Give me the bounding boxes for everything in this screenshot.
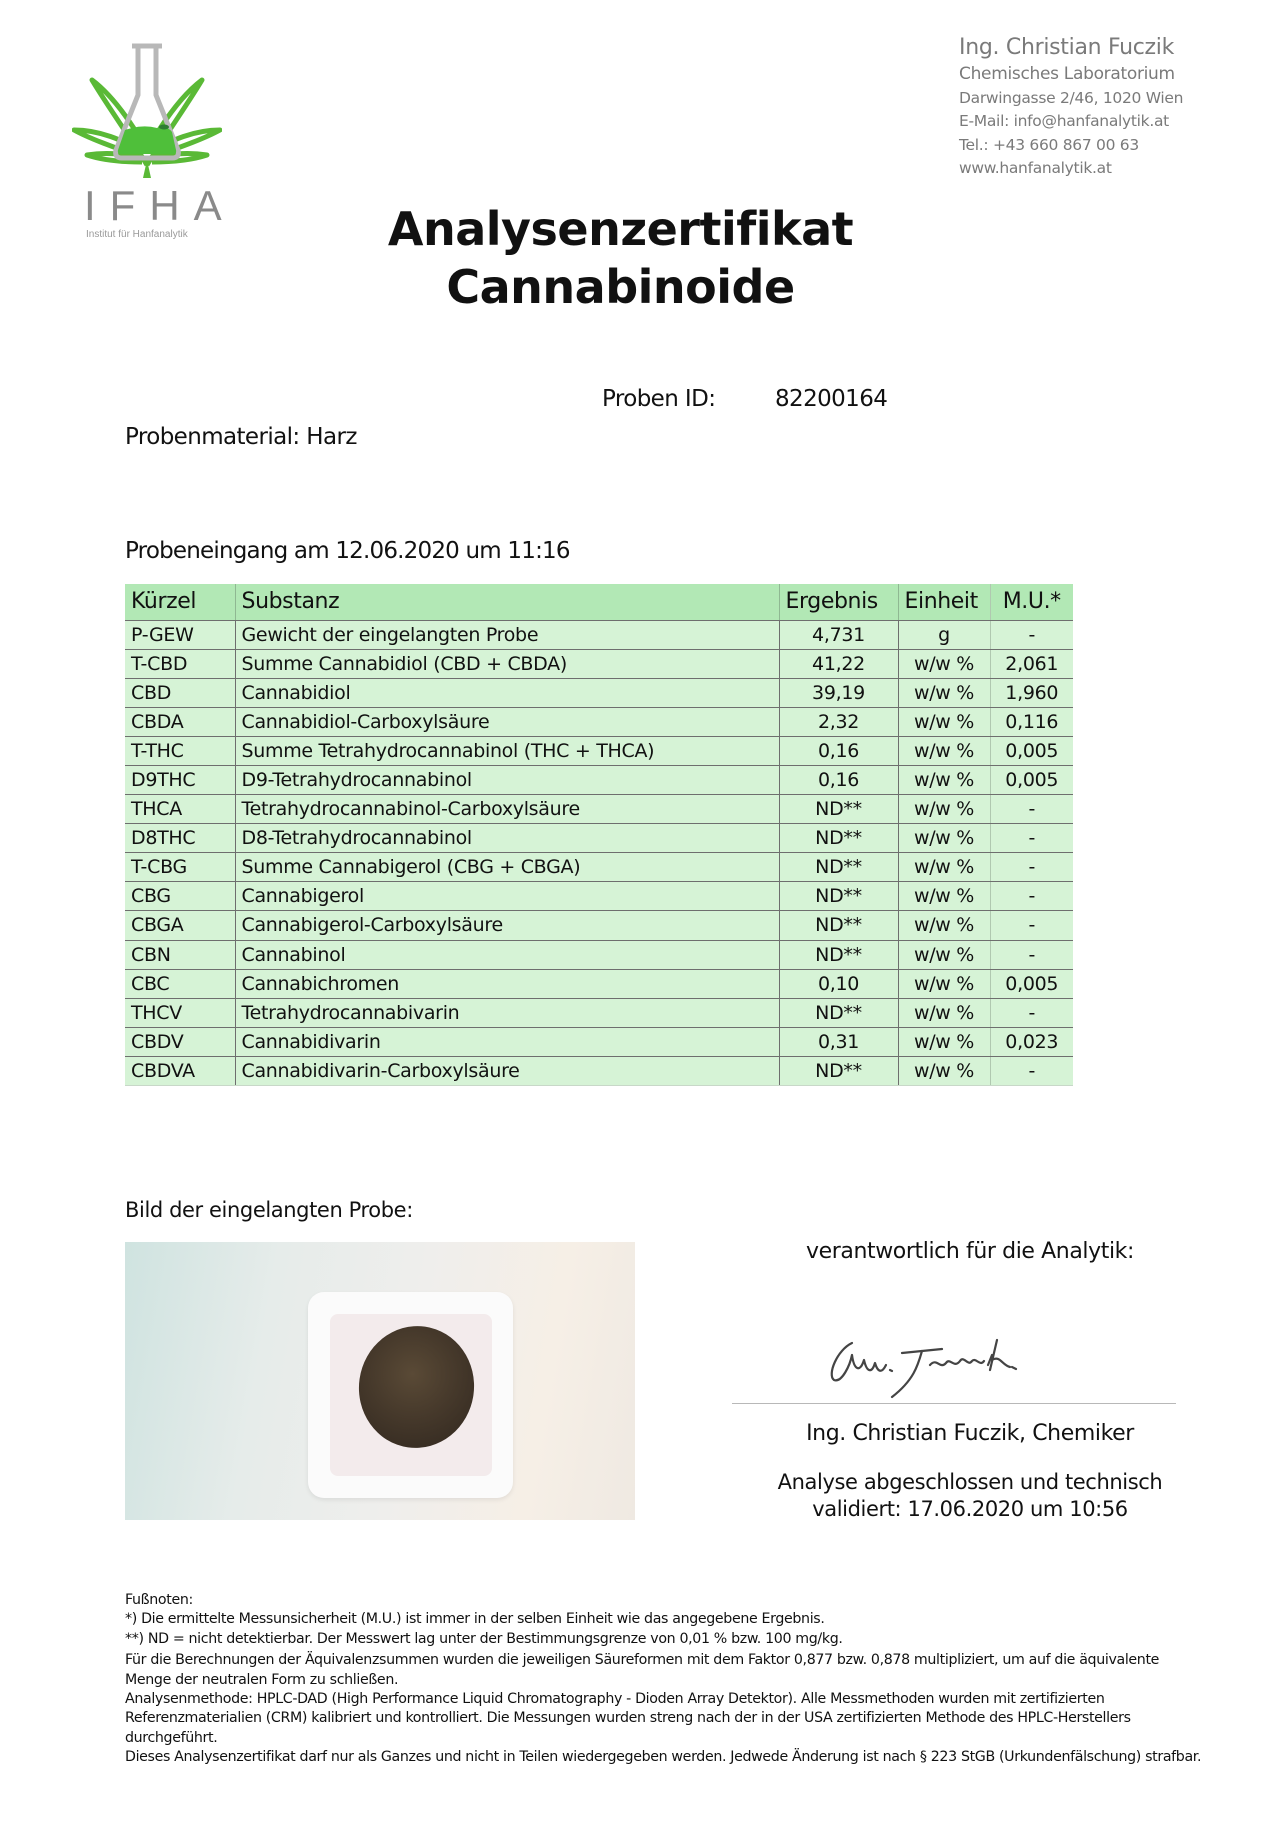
cell-kuerzel: CBN <box>125 940 235 969</box>
cell-substanz: Summe Tetrahydrocannabinol (THC + THCA) <box>235 736 779 765</box>
cell-substanz: Cannabidiol-Carboxylsäure <box>235 707 779 736</box>
cell-substanz: Cannabidivarin-Carboxylsäure <box>235 1056 779 1085</box>
cannabis-flask-icon <box>72 40 222 180</box>
responsible-label: verantwortlich für die Analytik: <box>805 1239 1135 1264</box>
cell-ergebnis: 0,16 <box>779 736 898 765</box>
lab-type: Chemisches Laboratorium <box>959 64 1175 84</box>
logo-subtitle: Institut für Hanfanalytik <box>86 229 188 240</box>
cell-einheit: w/w % <box>898 765 990 794</box>
cell-substanz: Cannabigerol-Carboxylsäure <box>235 911 779 940</box>
cell-kuerzel: THCA <box>125 795 235 824</box>
cell-mu: - <box>990 911 1073 940</box>
cell-ergebnis: ND** <box>779 940 898 969</box>
cell-ergebnis: 4,731 <box>779 620 898 649</box>
results-table <box>125 584 1073 1086</box>
cell-einheit: w/w % <box>898 882 990 911</box>
cell-substanz: Summe Cannabigerol (CBG + CBGA) <box>235 853 779 882</box>
table-row <box>125 940 1073 969</box>
cell-einheit: w/w % <box>898 824 990 853</box>
cell-ergebnis: ND** <box>779 911 898 940</box>
footnote-method: Analysenmethode: HPLC-DAD (High Performance Liquid Chromatography - Dioden Array Detektor). Alle Messmethoden wurden mit zertifizierten Referenzmaterialien (CRM) kalibriert und kontrolliert. Die Messungen wurden streng nach der in der USA zertifizierten Methode des HPLC-Herstellers durchgeführt. <box>125 1691 1131 1746</box>
cell-mu: 0,116 <box>990 707 1073 736</box>
cell-mu: - <box>990 1056 1073 1085</box>
cell-substanz: Cannabidivarin <box>235 1027 779 1056</box>
cell-einheit: w/w % <box>898 1027 990 1056</box>
sample-receipt: Probeneingang am 12.06.2020 um 11:16 <box>125 538 570 564</box>
title-line-2: Cannabinoide <box>446 260 795 314</box>
table-row <box>125 707 1073 736</box>
cell-einheit: w/w % <box>898 940 990 969</box>
cell-ergebnis: ND** <box>779 882 898 911</box>
cell-ergebnis: 39,19 <box>779 678 898 707</box>
logo-wordmark: IFHA <box>84 182 236 229</box>
lab-website[interactable]: www.hanfanalytik.at <box>959 159 1112 177</box>
cell-einheit: g <box>898 620 990 649</box>
cell-kuerzel: CBD <box>125 678 235 707</box>
cell-ergebnis: ND** <box>779 795 898 824</box>
cell-kuerzel: T-CBD <box>125 649 235 678</box>
table-row <box>125 882 1073 911</box>
cell-kuerzel: CBDV <box>125 1027 235 1056</box>
col-header-ergebnis: Ergebnis <box>779 584 898 620</box>
cell-ergebnis: 0,10 <box>779 969 898 998</box>
table-row <box>125 998 1073 1027</box>
cell-kuerzel: P-GEW <box>125 620 235 649</box>
cell-einheit: w/w % <box>898 649 990 678</box>
cell-ergebnis: ND** <box>779 853 898 882</box>
cell-substanz: Cannabigerol <box>235 882 779 911</box>
resin-sample <box>351 1319 482 1456</box>
cell-einheit: w/w % <box>898 969 990 998</box>
cell-mu: - <box>990 620 1073 649</box>
cell-einheit: w/w % <box>898 911 990 940</box>
footnote-nd: **) ND = nicht detektierbar. Der Messwert lag unter der Bestimmungsgrenze von 0,01 % bzw. 100 mg/kg. <box>125 1630 843 1647</box>
col-header-mu: M.U.* <box>990 584 1073 620</box>
cell-mu: 0,005 <box>990 765 1073 794</box>
lab-contact-block <box>959 33 1183 181</box>
cell-kuerzel: T-THC <box>125 736 235 765</box>
cell-ergebnis: 0,16 <box>779 765 898 794</box>
cell-kuerzel: D9THC <box>125 765 235 794</box>
validation-line-1: Analyse abgeschlossen und technisch <box>777 1470 1163 1494</box>
cell-mu: - <box>990 824 1073 853</box>
cell-mu: 0,005 <box>990 736 1073 765</box>
cell-ergebnis: ND** <box>779 824 898 853</box>
cell-substanz: Summe Cannabidiol (CBD + CBDA) <box>235 649 779 678</box>
cell-einheit: w/w % <box>898 795 990 824</box>
cell-mu: 0,005 <box>990 969 1073 998</box>
table-row <box>125 911 1073 940</box>
cell-kuerzel: D8THC <box>125 824 235 853</box>
cell-kuerzel: CBG <box>125 882 235 911</box>
cell-ergebnis: ND** <box>779 998 898 1027</box>
chemist-name: Ing. Christian Fuczik, Chemiker <box>806 1421 1134 1446</box>
cell-einheit: w/w % <box>898 707 990 736</box>
cell-ergebnis: ND** <box>779 1056 898 1085</box>
sample-tray <box>308 1292 513 1498</box>
cell-mu: 2,061 <box>990 649 1073 678</box>
table-row <box>125 678 1073 707</box>
cell-einheit: w/w % <box>898 853 990 882</box>
lab-phone: Tel.: +43 660 867 00 63 <box>959 135 1139 154</box>
cell-mu: - <box>990 882 1073 911</box>
table-row <box>125 969 1073 998</box>
cell-ergebnis: 41,22 <box>779 649 898 678</box>
lab-email[interactable]: E-Mail: info@hanfanalytik.at <box>959 112 1169 130</box>
footnotes <box>125 1591 1205 1768</box>
sample-id-label: Proben ID: <box>602 386 716 412</box>
photo-label: Bild der eingelangten Probe: <box>125 1198 413 1222</box>
cell-kuerzel: THCV <box>125 998 235 1027</box>
cell-substanz: Cannabidiol <box>235 678 779 707</box>
cell-substanz: Tetrahydrocannabinol-Carboxylsäure <box>235 795 779 824</box>
lab-address: Darwingasse 2/46, 1020 Wien <box>959 88 1184 107</box>
cell-kuerzel: T-CBG <box>125 853 235 882</box>
cell-mu: - <box>990 853 1073 882</box>
table-row <box>125 853 1073 882</box>
cell-substanz: Cannabichromen <box>235 969 779 998</box>
cell-substanz: Tetrahydrocannabivarin <box>235 998 779 1027</box>
table-row <box>125 649 1073 678</box>
sample-id-value: 82200164 <box>775 386 888 412</box>
cell-einheit: w/w % <box>898 736 990 765</box>
validation-note <box>700 1469 1240 1523</box>
footnote-legal: Dieses Analysenzertifikat darf nur als Ganzes und nicht in Teilen wiedergegeben werden. Jedwede Änderung ist nach § 223 StGB (Urkundenfälschung) strafbar. <box>125 1749 1202 1766</box>
validation-line-2: validiert: 17.06.2020 um 10:56 <box>812 1497 1128 1521</box>
cell-mu: - <box>990 940 1073 969</box>
col-header-kuerzel: Kürzel <box>125 584 235 620</box>
table-row <box>125 620 1073 649</box>
footnote-equivalence: Für die Berechnungen der Äquivalenzsummen wurden die jeweiligen Säureformen mit dem Faktor 0,877 bzw. 0,878 multipliziert, um auf die äquivalente Menge der neutralen Form zu schließen. <box>125 1652 1160 1688</box>
cell-mu: 1,960 <box>990 678 1073 707</box>
footnote-mu: *) Die ermittelte Messunsicherheit (M.U.) ist immer in der selben Einheit wie das angegebene Ergebnis. <box>125 1611 825 1628</box>
cell-einheit: w/w % <box>898 1056 990 1085</box>
cell-einheit: w/w % <box>898 678 990 707</box>
sample-material: Probenmaterial: Harz <box>125 424 357 450</box>
cell-mu: 0,023 <box>990 1027 1073 1056</box>
signature-icon <box>822 1325 1052 1400</box>
page-title <box>0 200 1241 316</box>
signature-line <box>732 1403 1176 1404</box>
footnotes-heading: Fußnoten: <box>125 1592 193 1608</box>
cell-substanz: Gewicht der eingelangten Probe <box>235 620 779 649</box>
cell-einheit: w/w % <box>898 998 990 1027</box>
table-row <box>125 736 1073 765</box>
table-row <box>125 795 1073 824</box>
cell-mu: - <box>990 998 1073 1027</box>
lab-name: Ing. Christian Fuczik <box>959 35 1175 60</box>
table-row <box>125 1027 1073 1056</box>
cell-ergebnis: 2,32 <box>779 707 898 736</box>
cell-kuerzel: CBC <box>125 969 235 998</box>
cell-substanz: Cannabinol <box>235 940 779 969</box>
cell-ergebnis: 0,31 <box>779 1027 898 1056</box>
sample-id <box>602 386 888 412</box>
cell-kuerzel: CBDVA <box>125 1056 235 1085</box>
table-row <box>125 1056 1073 1085</box>
col-header-einheit: Einheit <box>898 584 990 620</box>
tray-well <box>330 1314 492 1476</box>
cell-kuerzel: CBDA <box>125 707 235 736</box>
table-row <box>125 765 1073 794</box>
cell-mu: - <box>990 795 1073 824</box>
title-line-1: Analysenzertifikat <box>387 202 854 256</box>
table-row <box>125 824 1073 853</box>
sample-photo <box>125 1242 635 1520</box>
col-header-substanz: Substanz <box>235 584 779 620</box>
cell-substanz: D8-Tetrahydrocannabinol <box>235 824 779 853</box>
cell-kuerzel: CBGA <box>125 911 235 940</box>
table-header-row <box>125 584 1073 620</box>
cell-substanz: D9-Tetrahydrocannabinol <box>235 765 779 794</box>
